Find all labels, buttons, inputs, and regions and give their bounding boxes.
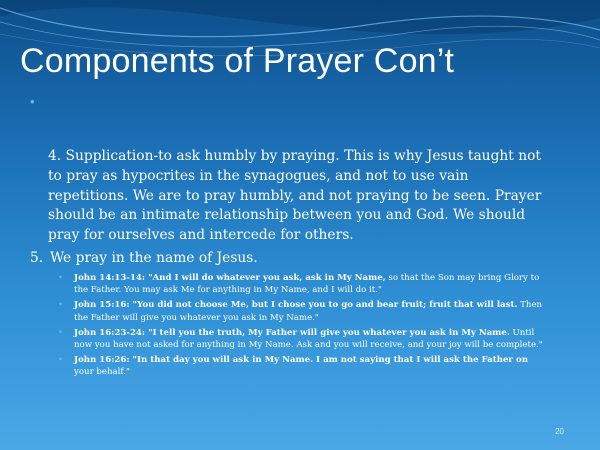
verse-text: Then the Father will give you whatever you ask in My Name." bbox=[74, 300, 543, 323]
verse-list bbox=[58, 272, 550, 382]
point-5-text: We pray in the name of Jesus. bbox=[50, 250, 258, 266]
verse-item bbox=[58, 299, 550, 323]
bullet-icon: • bbox=[30, 94, 35, 109]
bullet-icon: • bbox=[58, 327, 63, 337]
verse-item bbox=[58, 272, 550, 296]
point-4-paragraph: 4. Supplication-to ask humbly by praying. This is why Jesus taught not to pray as hypocrites in the synagogues, and not to use vain repetitions. We are to pray humbly, and not praying to be seen. Prayer should be an intimate relationship between you and God. We should pray for ourselves and intercede for others. bbox=[48, 148, 542, 244]
bullet-icon: • bbox=[58, 273, 63, 282]
verse-bold-text: John 15:16: "You did not choose Me, but I chose you to go and bear fruit; fruit that will last. bbox=[74, 300, 518, 311]
bullet-icon: • bbox=[58, 355, 63, 365]
bullet-icon: • bbox=[58, 300, 63, 310]
verse-text: Until now you have not asked for anything in My Name. Ask and you will receive, and your joy will be complete." bbox=[74, 327, 543, 351]
verse-text: your behalf." bbox=[74, 367, 130, 378]
point-5-number: 5. bbox=[30, 250, 44, 266]
verse-bold-text: John 16:26: "In that day you will ask in My Name. I am not saying that I will ask the Father on bbox=[74, 355, 528, 366]
verse-text: so that the Son may bring Glory to the Father. You may ask Me for anything in My Name, and I will do it." bbox=[74, 273, 540, 296]
verse-bold-text: John 16:23-24: "I tell you the truth, My Father will give you whatever you ask in My Name. bbox=[74, 327, 510, 338]
page-number: 20 bbox=[555, 427, 564, 436]
verse-bold-text: John 14:13-14: "And I will do whatever you ask, ask in My Name, bbox=[74, 273, 386, 283]
verse-item bbox=[58, 327, 550, 351]
verse-item bbox=[58, 354, 550, 378]
slide-title: Components of Prayer Con’t bbox=[20, 42, 455, 80]
point-5 bbox=[30, 249, 550, 268]
